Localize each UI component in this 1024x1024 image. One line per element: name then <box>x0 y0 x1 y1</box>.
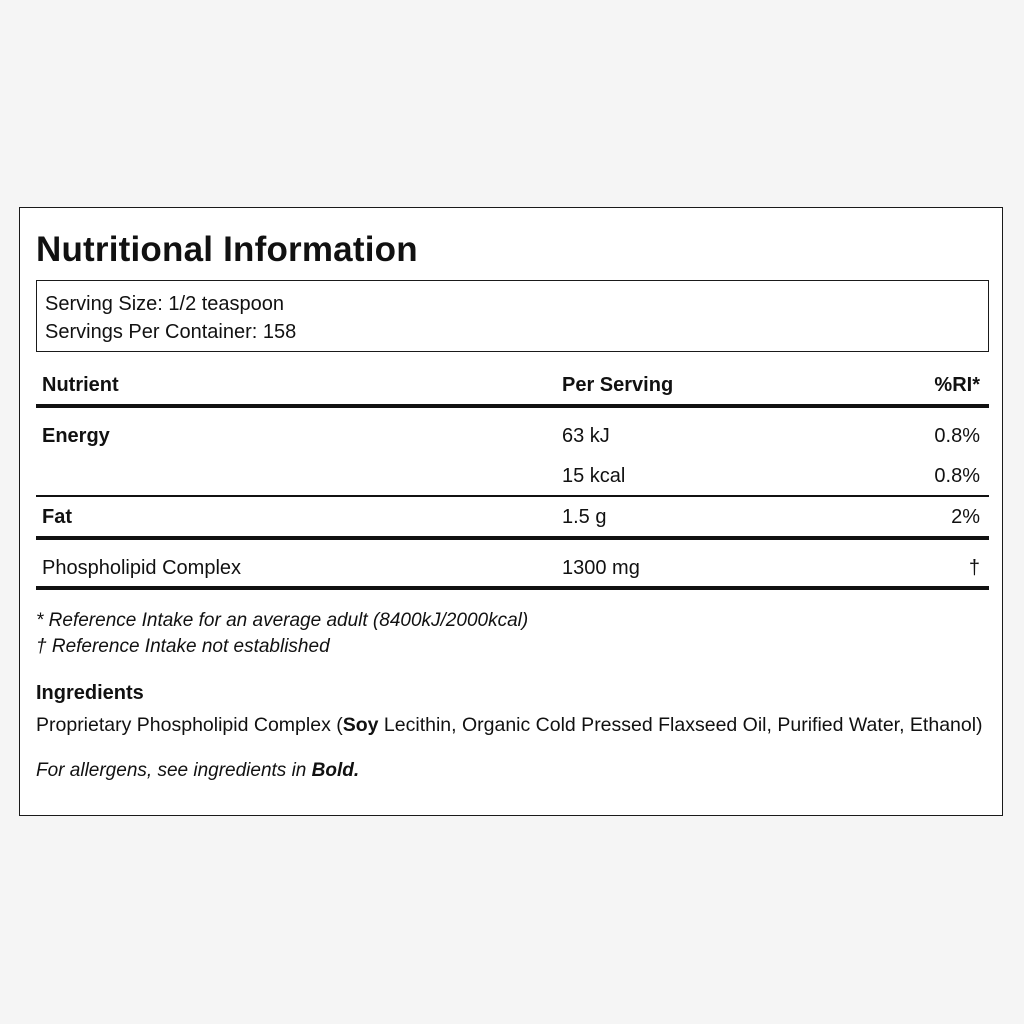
row-energy-nutrient: Energy <box>42 425 110 447</box>
fat-divider <box>36 536 989 540</box>
table-bottom-divider <box>36 586 989 590</box>
nutrition-label <box>19 207 1003 816</box>
row-energy-kj-ri: 0.8% <box>934 425 980 447</box>
servings-per-container: Servings Per Container: 158 <box>45 321 297 343</box>
row-phospholipid-ri: † <box>968 557 980 579</box>
allergen-note-bold: Bold. <box>311 760 360 781</box>
ingredients-heading: Ingredients <box>36 682 144 704</box>
header-ri: %RI* <box>934 374 980 396</box>
allergen-note <box>36 759 359 783</box>
ingredients-allergen: Soy <box>342 714 379 736</box>
ingredients-list <box>36 713 983 737</box>
ingredients-prefix: Proprietary Phospholipid Complex ( <box>36 714 343 736</box>
label-title: Nutritional Information <box>36 230 418 269</box>
footnote-reference-intake: * Reference Intake for an average adult (8400kJ/2000kcal) <box>36 610 529 631</box>
row-energy-kcal-value: 15 kcal <box>562 465 626 487</box>
header-nutrient: Nutrient <box>42 374 119 396</box>
serving-size: Serving Size: 1/2 teaspoon <box>45 293 285 315</box>
row-phospholipid-nutrient: Phospholipid Complex <box>42 557 242 579</box>
row-energy-kj-value: 63 kJ <box>562 425 610 447</box>
row-energy-kcal-ri: 0.8% <box>934 465 980 487</box>
header-per-serving: Per Serving <box>562 374 674 396</box>
header-divider <box>36 404 989 408</box>
row-fat-nutrient: Fat <box>42 506 72 528</box>
row-fat-value: 1.5 g <box>562 506 607 528</box>
allergen-note-prefix: For allergens, see ingredients in <box>36 760 312 781</box>
energy-divider <box>36 495 989 497</box>
footnote-not-established: † Reference Intake not established <box>36 636 330 657</box>
ingredients-suffix: Lecithin, Organic Cold Pressed Flaxseed Oil, Purified Water, Ethanol) <box>378 714 983 736</box>
row-fat-ri: 2% <box>951 506 980 528</box>
row-phospholipid-value: 1300 mg <box>562 557 640 579</box>
serving-info-box <box>36 280 989 352</box>
